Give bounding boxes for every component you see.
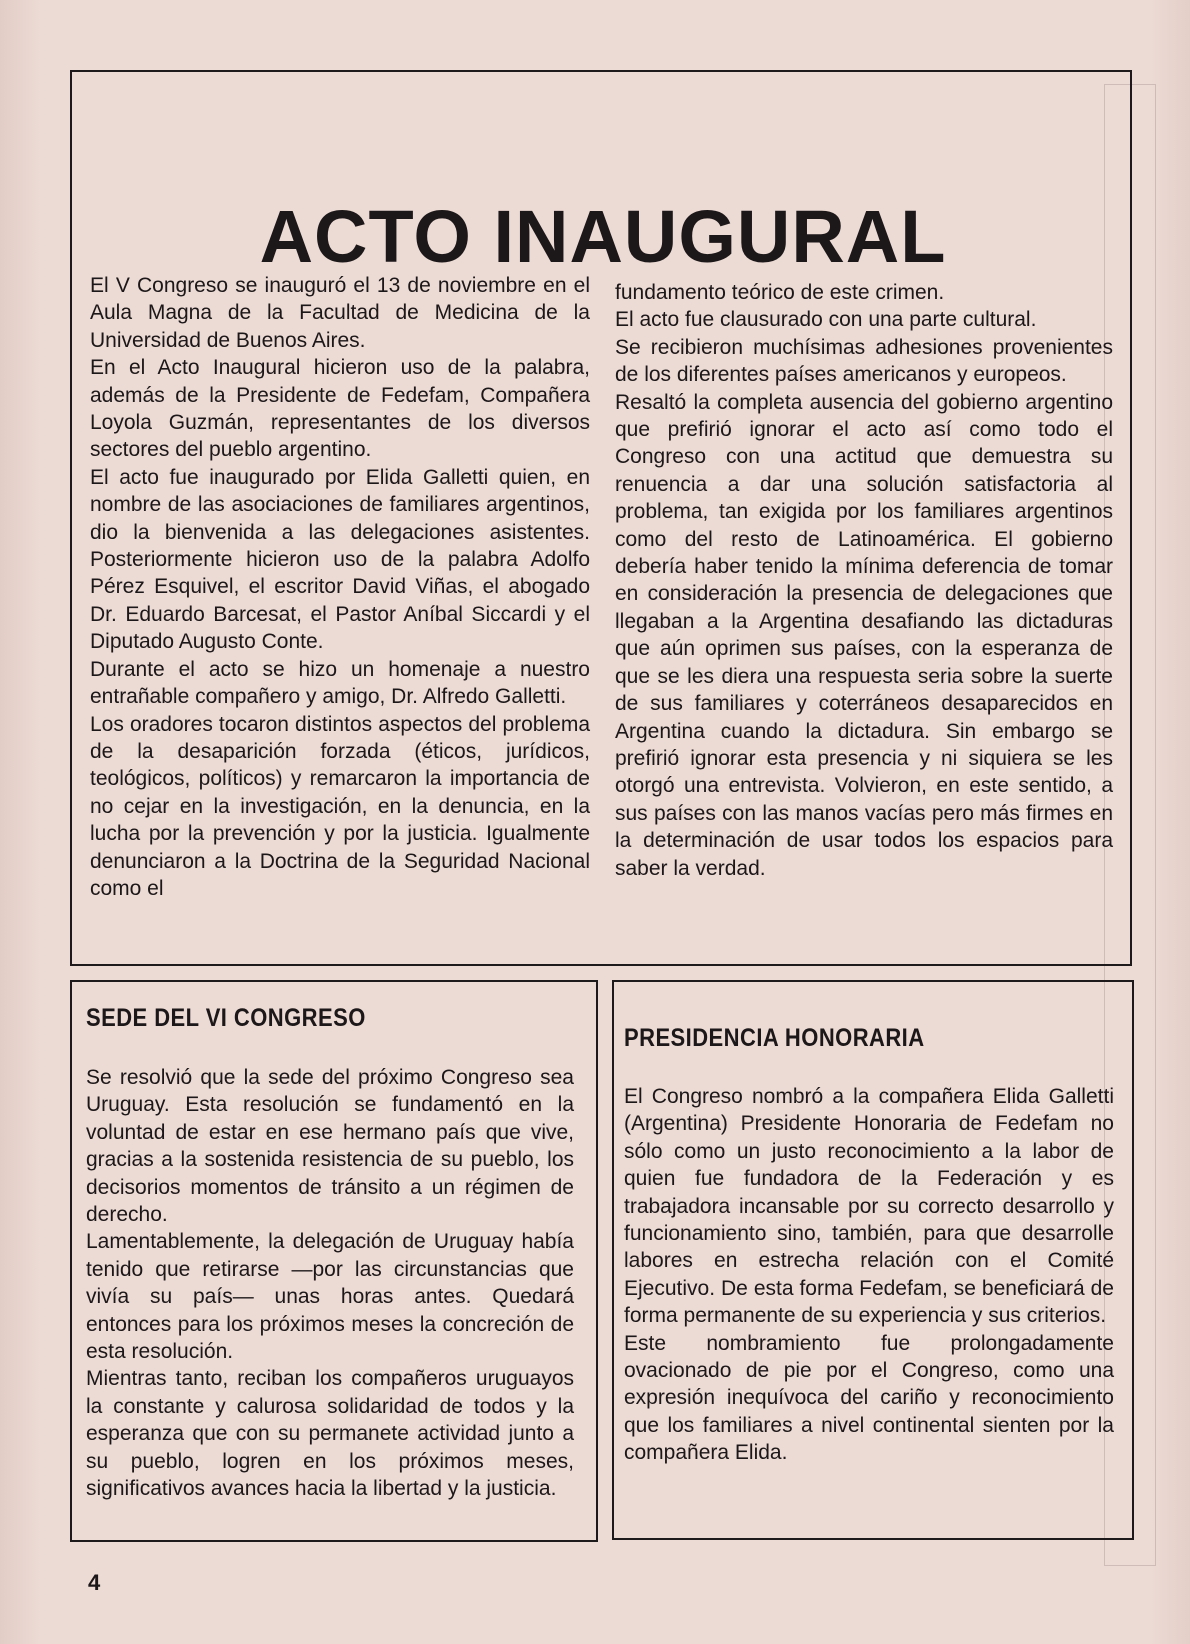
paragraph: Se recibieron muchísimas adhesiones provenientes de los diferentes países americanos y europeos.: [615, 335, 1113, 387]
paragraph: El V Congreso se inauguró el 13 de noviembre en el Aula Magna de la Facultad de Medicina de la Universidad de Buenos Aires.: [90, 274, 590, 352]
paragraph: El acto fue clausurado con una parte cultural.: [615, 308, 1037, 332]
paragraph: Lamentablemente, la delegación de Uruguay había tenido que retirarse —por las circunstancias que vivía su país— unas horas antes. Quedará entonces para los próximos meses la concreción de esta resolución.: [86, 1230, 574, 1364]
article-presidencia-honoraria: [612, 980, 1134, 1540]
paragraph: El Congreso nombró a la compañera Elida Galletti (Argentina) Presidente Honoraria de Fedefam no sólo como un justo reconocimiento a la labor de quien fue fundadora de la Federación y es trabajadora incansable por su correcto desarrollo y funcionamiento sino, también, para que desarrolle labores en estrecha relación con el Comité Ejecutivo. De esta forma Fedefam, se beneficiará de forma permanente de su experiencia y sus criterios.: [624, 1085, 1114, 1328]
section-body: [86, 1064, 574, 1503]
paragraph: Resaltó la completa ausencia del gobierno argentino que prefirió ignorar el acto así como todo el Congreso con una actitud que demuestra su renuencia a dar una solución satisfactoria al problema, tan exigida por los familiares argentinos como del resto de Latinoamérica. El gobierno debería haber tenido la mínima deferencia de tomar en consideración la presencia de delegaciones que llegaban a la Argentina desafiando las dictaduras que aún oprimen sus países, con la esperanza de que se les diera una respuesta seria sobre la suerte de sus familiares y coterráneos desaparecidos en Argentina cuando la dictadura. Sin embargo se prefirió ignorar esta presencia y ni siquiera se les otorgó una entrevista. Volvieron, en este sentido, a sus países con las manos vacías pero más firmes en la determinación de usar todos los espacios para saber la verdad.: [615, 390, 1113, 880]
paragraph: fundamento teórico de este crimen.: [615, 281, 945, 304]
paragraph: Durante el acto se hizo un homenaje a nuestro entrañable compañero y amigo, Dr. Alfredo Galletti.: [90, 657, 590, 709]
article-sede-congreso: [70, 980, 598, 1542]
paragraph: El acto fue inaugurado por Elida Galletti quien, en nombre de las asociaciones de familiares argentinos, dio la bienvenida a las delegaciones asistentes. Posteriormente hicieron uso de la palabra Adolfo Pérez Esquivel, el escritor David Viñas, el abogado Dr. Eduardo Barcesat, el Pastor Aníbal Siccardi y el Diputado Augusto Conte.: [90, 465, 590, 654]
paragraph: Los oradores tocaron distintos aspectos del problema de la desaparición forzada (éticos, jurídicos, teológicos, políticos) y remarcaron la importancia de no cejar en la investigación, en la denuncia, en la lucha por la prevención y por la justicia. Igualmente denunciaron a la Doctrina de la Seguridad Nacional como el: [90, 712, 590, 900]
section-body: [624, 1083, 1114, 1467]
section-heading: PRESIDENCIA HONORARIA: [624, 1024, 925, 1052]
page-number: 4: [88, 1570, 101, 1595]
right-column: [615, 279, 1113, 882]
section-heading: SEDE DEL VI CONGRESO: [86, 1004, 366, 1032]
paragraph: Se resolvió que la sede del próximo Congreso sea Uruguay. Esta resolución se fundamentó en la voluntad de estar en ese hermano país que vive, gracias a la sostenida resistencia de su pueblo, los decisorios momentos de tránsito a un régimen de derecho.: [86, 1066, 574, 1227]
paragraph: Este nombramiento fue prolongadamente ovacionado de pie por el Congreso, como una expresión inequívoca del cariño y reconocimiento que los familiares a nivel continental sienten por la compañera Elida.: [624, 1331, 1114, 1465]
paragraph: En el Acto Inaugural hicieron uso de la palabra, además de la Presidente de Fedefam, Compañera Loyola Guzmán, representantes de los diversos sectores del pueblo argentino.: [90, 356, 590, 462]
article-title: ACTO INAUGURAL: [259, 195, 947, 278]
paragraph: Mientras tanto, reciban los compañeros uruguayos la constante y calurosa solidaridad de todos y la esperanza que con su permanete actividad junto a su pueblo, logren en los próximos meses, significativos avances hacia la libertad y la justicia.: [86, 1367, 574, 1501]
left-column: [90, 272, 590, 902]
article-acto-inaugural: [70, 70, 1132, 966]
